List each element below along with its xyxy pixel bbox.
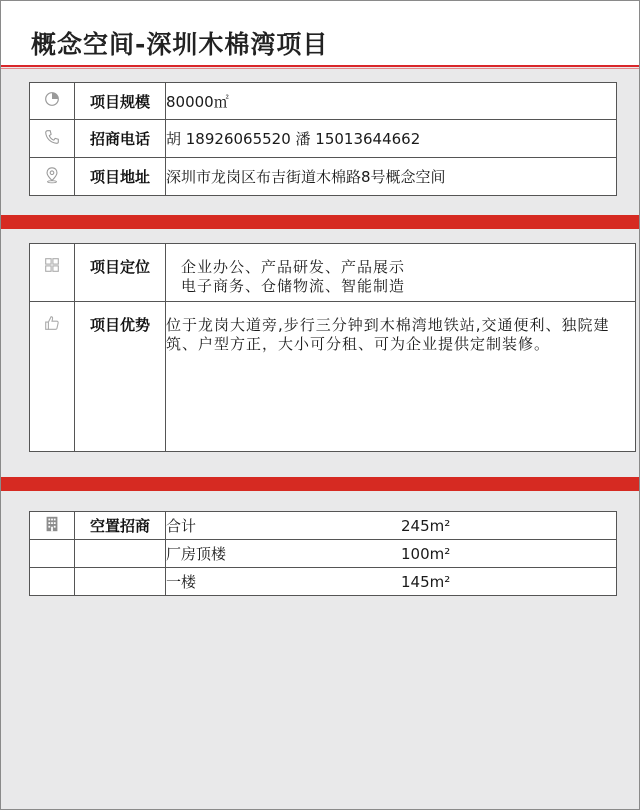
header-divider bbox=[1, 65, 639, 67]
empty-cell bbox=[75, 568, 166, 596]
section-divider-band bbox=[1, 215, 639, 229]
header-divider-thin bbox=[1, 68, 639, 69]
scale-label: 项目规模 bbox=[75, 83, 166, 120]
table-row bbox=[30, 83, 617, 120]
vacancy-amount: 245m² bbox=[401, 517, 451, 535]
vacancy-row bbox=[166, 512, 617, 540]
location-pin-icon bbox=[30, 158, 75, 196]
vacancy-name: 厂房顶楼 bbox=[166, 545, 227, 563]
vacancy-table bbox=[29, 511, 617, 596]
table-row bbox=[30, 540, 617, 568]
scale-value: 80000㎡ bbox=[166, 83, 617, 120]
positioning-label: 项目定位 bbox=[75, 244, 166, 302]
table-row bbox=[30, 158, 617, 196]
empty-cell bbox=[75, 540, 166, 568]
vacancy-row bbox=[166, 540, 617, 568]
grid-icon bbox=[30, 244, 75, 302]
pie-chart-icon bbox=[30, 83, 75, 120]
project-info-table bbox=[29, 82, 617, 196]
project-positioning-table bbox=[29, 243, 636, 452]
page-title: 概念空间-深圳木棉湾项目 bbox=[31, 30, 329, 59]
thumbs-up-icon bbox=[30, 302, 75, 452]
positioning-line-2: 电子商务、仓储物流、智能制造 bbox=[181, 277, 406, 295]
advantage-label: 项目优势 bbox=[75, 302, 166, 452]
vacancy-name: 合计 bbox=[166, 517, 197, 535]
phone-icon bbox=[30, 120, 75, 158]
phone-value: 胡 18926065520 潘 15013644662 bbox=[166, 120, 617, 158]
positioning-value bbox=[166, 244, 636, 302]
phone-label: 招商电话 bbox=[75, 120, 166, 158]
table-row bbox=[30, 512, 617, 540]
building-icon bbox=[30, 512, 75, 540]
advantage-value: 位于龙岗大道旁,步行三分钟到木棉湾地铁站,交通便利、独院建筑、户型方正，大小可分租、可为企业提供定制装修。 bbox=[166, 302, 636, 452]
table-row bbox=[30, 568, 617, 596]
vacancy-row bbox=[166, 568, 617, 596]
table-row bbox=[30, 302, 636, 452]
positioning-line-1: 企业办公、产品研发、产品展示 bbox=[181, 258, 406, 276]
header bbox=[1, 1, 639, 66]
address-value: 深圳市龙岗区布吉街道木棉路8号概念空间 bbox=[166, 158, 617, 196]
vacancy-amount: 100m² bbox=[401, 545, 451, 563]
empty-cell bbox=[30, 540, 75, 568]
empty-cell bbox=[30, 568, 75, 596]
vacancy-amount: 145m² bbox=[401, 573, 451, 591]
vacancy-label: 空置招商 bbox=[75, 512, 166, 540]
vacancy-name: 一楼 bbox=[166, 573, 197, 591]
section-divider-band bbox=[1, 477, 639, 491]
table-row bbox=[30, 120, 617, 158]
table-row bbox=[30, 244, 636, 302]
address-label: 项目地址 bbox=[75, 158, 166, 196]
